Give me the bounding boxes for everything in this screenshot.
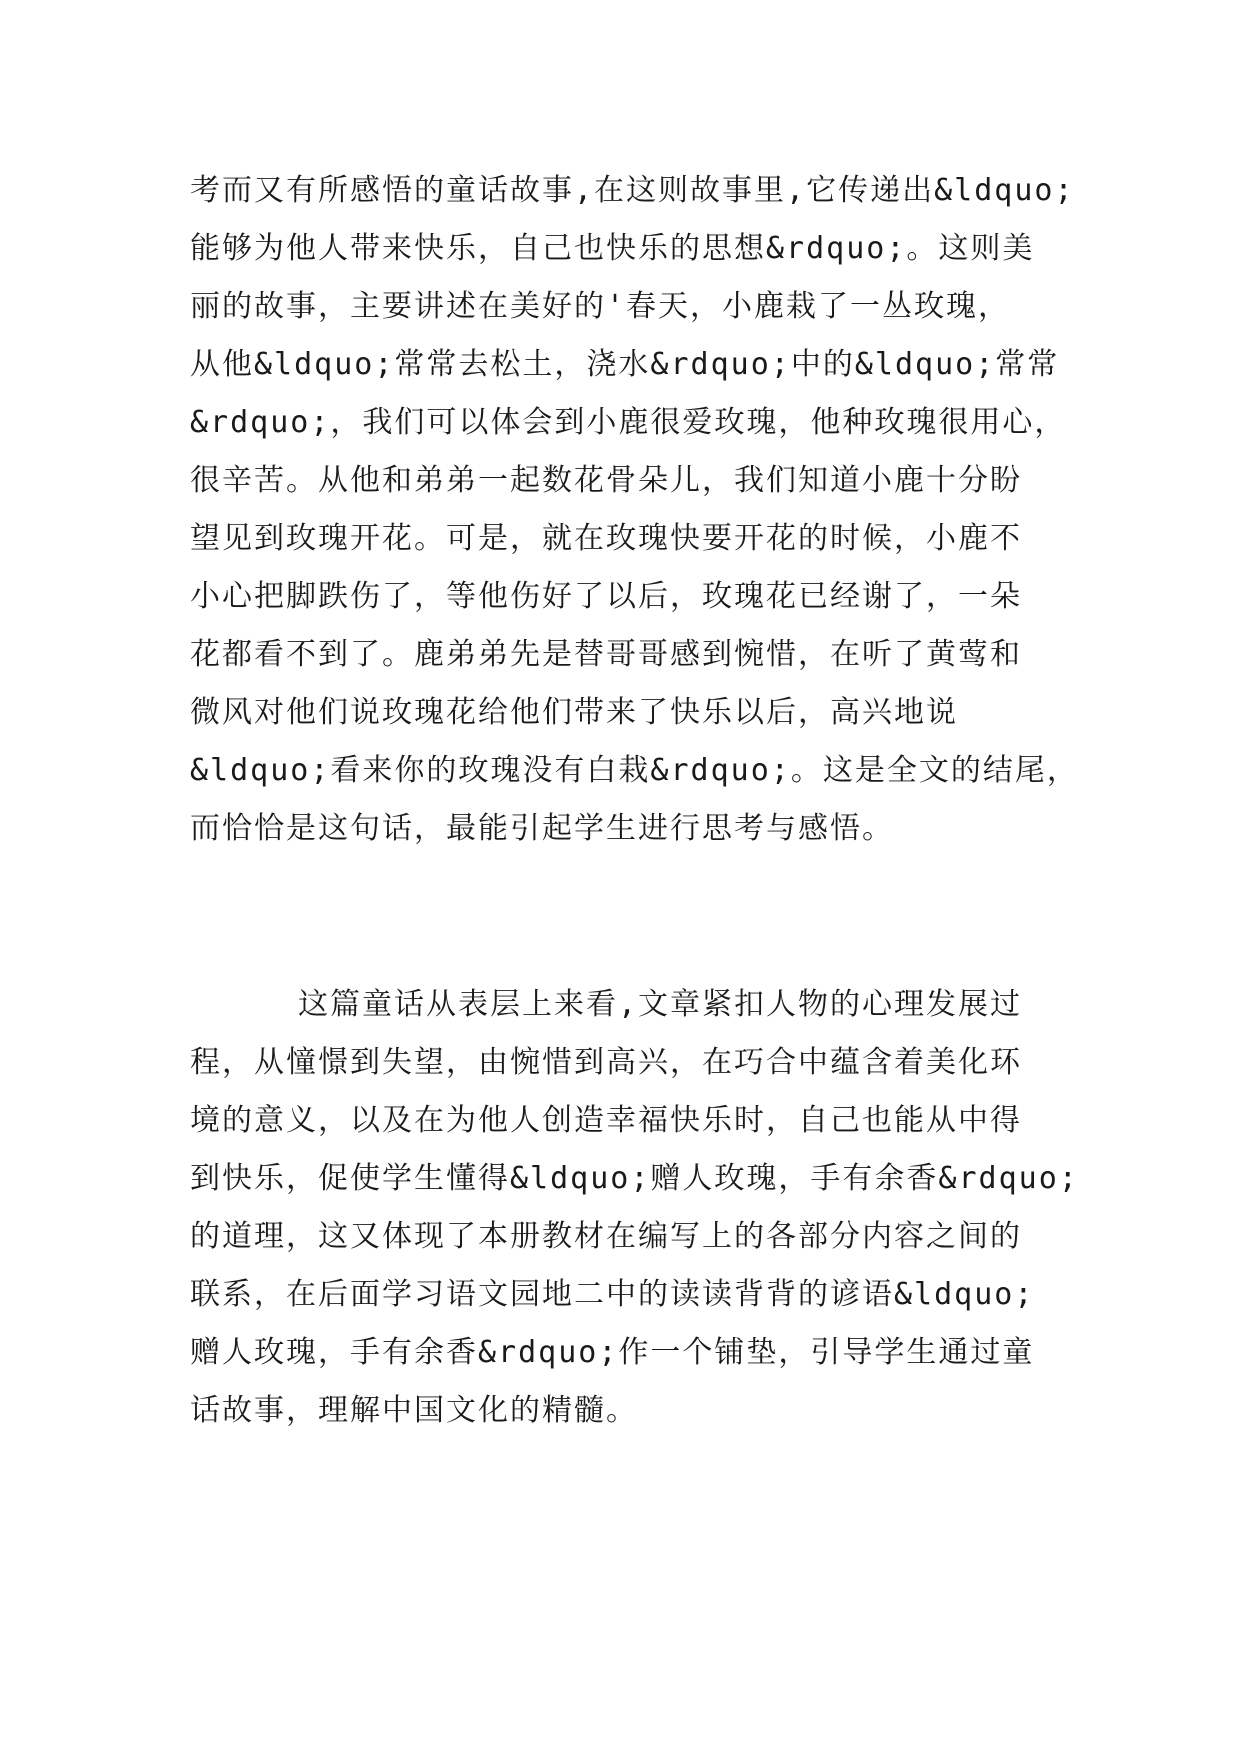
text-line: 丽的故事，主要讲述在美好的'春天，小鹿栽了一丛玫瑰， [190,289,1011,324]
text-line: 从他&ldquo;常常去松土，浇水&rdquo;中的&ldquo;常常 [190,347,1060,382]
text-line: &ldquo;看来你的玫瑰没有白栽&rdquo;。这是全文的结尾， [190,753,1079,788]
text-line: 小心把脚跌伤了，等他伤好了以后，玫瑰花已经谢了，一朵 [190,579,1022,614]
text-line: 境的意义，以及在为他人创造幸福快乐时，自己也能从中得 [190,1103,1022,1138]
text-line: 微风对他们说玫瑰花给他们带来了快乐以后，高兴地说 [190,695,958,730]
text-line: 花都看不到了。鹿弟弟先是替哥哥感到惋惜，在听了黄莺和 [190,637,1022,672]
text-line: 到快乐，促使学生懂得&ldquo;赠人玫瑰，手有余香&rdquo; [190,1161,1079,1196]
paragraph-1 [190,162,1079,858]
text-line: 的道理，这又体现了本册教材在编写上的各部分内容之间的 [190,1219,1022,1254]
text-line: 很辛苦。从他和弟弟一起数花骨朵儿，我们知道小鹿十分盼 [190,463,1022,498]
text-line: 话故事，理解中国文化的精髓。 [190,1393,638,1428]
text-line: 而恰恰是这句话，最能引起学生进行思考与感悟。 [190,811,894,846]
text-line: &rdquo;，我们可以体会到小鹿很爱玫瑰，他种玫瑰很用心， [190,405,1067,440]
text-line-indented: 这篇童话从表层上来看,文章紧扣人物的心理发展过 [298,987,1023,1022]
text-line: 赠人玫瑰，手有余香&rdquo;作一个铺垫，引导学生通过童 [190,1335,1035,1370]
text-line: 望见到玫瑰开花。可是，就在玫瑰快要开花的时候，小鹿不 [190,521,1022,556]
text-line: 联系，在后面学习语文园地二中的读读背背的谚语&ldquo; [190,1277,1035,1312]
paragraph-2 [190,976,1079,1440]
text-line: 考而又有所感悟的童话故事,在这则故事里,它传递出&ldquo; [190,173,1075,208]
text-line: 能够为他人带来快乐，自己也快乐的思想&rdquo;。这则美 [190,231,1035,266]
text-line: 程，从憧憬到失望，由惋惜到高兴，在巧合中蕴含着美化环 [190,1045,1022,1080]
